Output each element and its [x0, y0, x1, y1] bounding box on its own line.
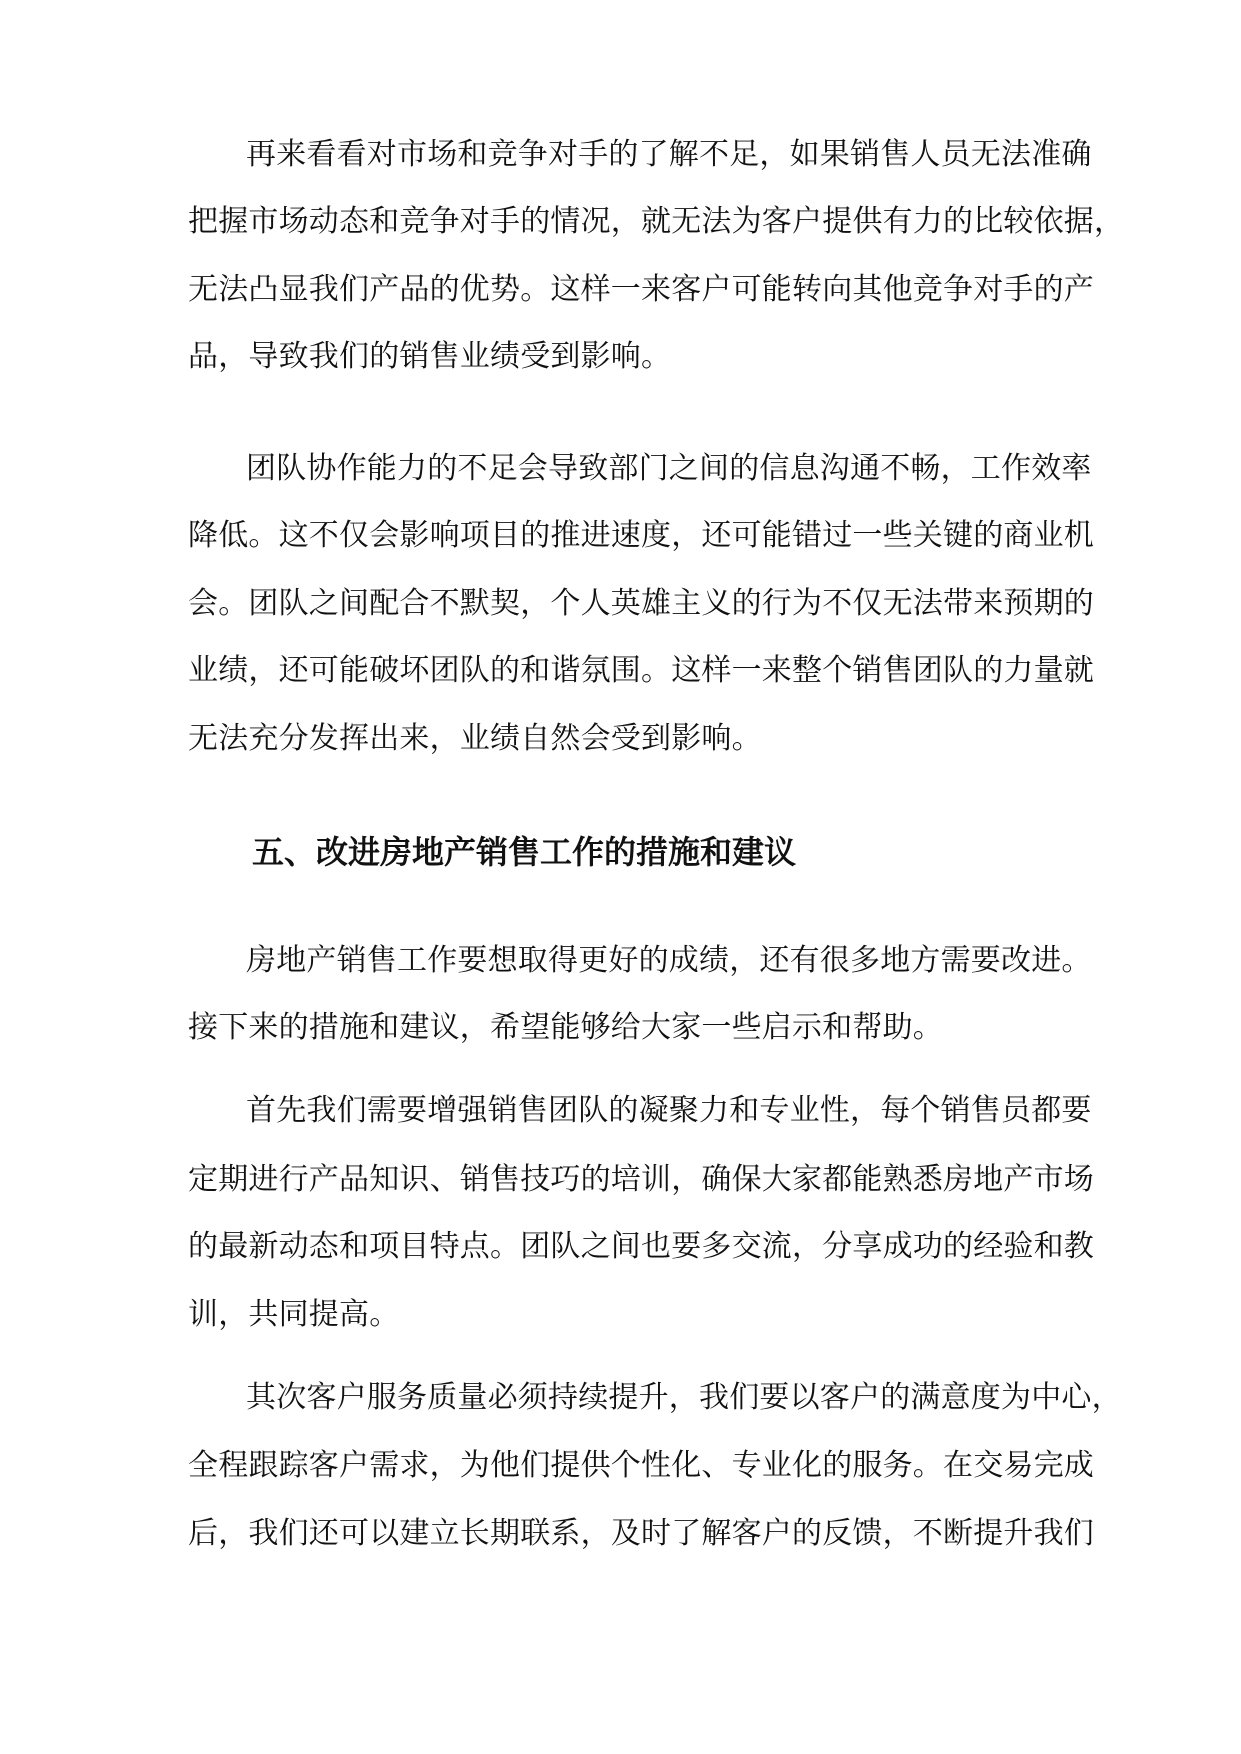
paragraph-line: 无法充分发挥出来，业绩自然会受到影响。	[188, 721, 762, 756]
paragraph-line: 团队协作能力的不足会导致部门之间的信息沟通不畅，工作效率	[246, 451, 1092, 486]
paragraph-line: 训，共同提高。	[188, 1297, 400, 1332]
section-heading: 五、改进房地产销售工作的措施和建议	[252, 833, 797, 871]
paragraph-line: 的最新动态和项目特点。团队之间也要多交流，分享成功的经验和教	[188, 1229, 1094, 1264]
paragraph-line: 会。团队之间配合不默契，个人英雄主义的行为不仅无法带来预期的	[188, 586, 1094, 621]
paragraph-line: 再来看看对市场和竞争对手的了解不足，如果销售人员无法准确	[246, 137, 1092, 172]
paragraph-line: 无法凸显我们产品的优势。这样一来客户可能转向其他竞争对手的产	[188, 272, 1094, 307]
paragraph-line: 接下来的措施和建议，希望能够给大家一些启示和帮助。	[188, 1010, 943, 1045]
paragraph-line: 把握市场动态和竞争对手的情况，就无法为客户提供有力的比较依据，	[188, 204, 1125, 239]
paragraph-line: 品，导致我们的销售业绩受到影响。	[188, 339, 672, 374]
paragraph-line: 首先我们需要增强销售团队的凝聚力和专业性，每个销售员都要	[246, 1093, 1092, 1128]
paragraph-line: 全程跟踪客户需求，为他们提供个性化、专业化的服务。在交易完成	[188, 1448, 1094, 1483]
paragraph-line: 业绩，还可能破坏团队的和谐氛围。这样一来整个销售团队的力量就	[188, 653, 1094, 688]
paragraph-line: 后，我们还可以建立长期联系，及时了解客户的反馈，不断提升我们	[188, 1516, 1094, 1551]
paragraph-line: 房地产销售工作要想取得更好的成绩，还有很多地方需要改进。	[246, 943, 1092, 978]
paragraph-line: 定期进行产品知识、销售技巧的培训，确保大家都能熟悉房地产市场	[188, 1162, 1094, 1197]
paragraph-line: 降低。这不仅会影响项目的推进速度，还可能错过一些关键的商业机	[188, 518, 1094, 553]
paragraph-line: 其次客户服务质量必须持续提升，我们要以客户的满意度为中心，	[246, 1380, 1122, 1415]
